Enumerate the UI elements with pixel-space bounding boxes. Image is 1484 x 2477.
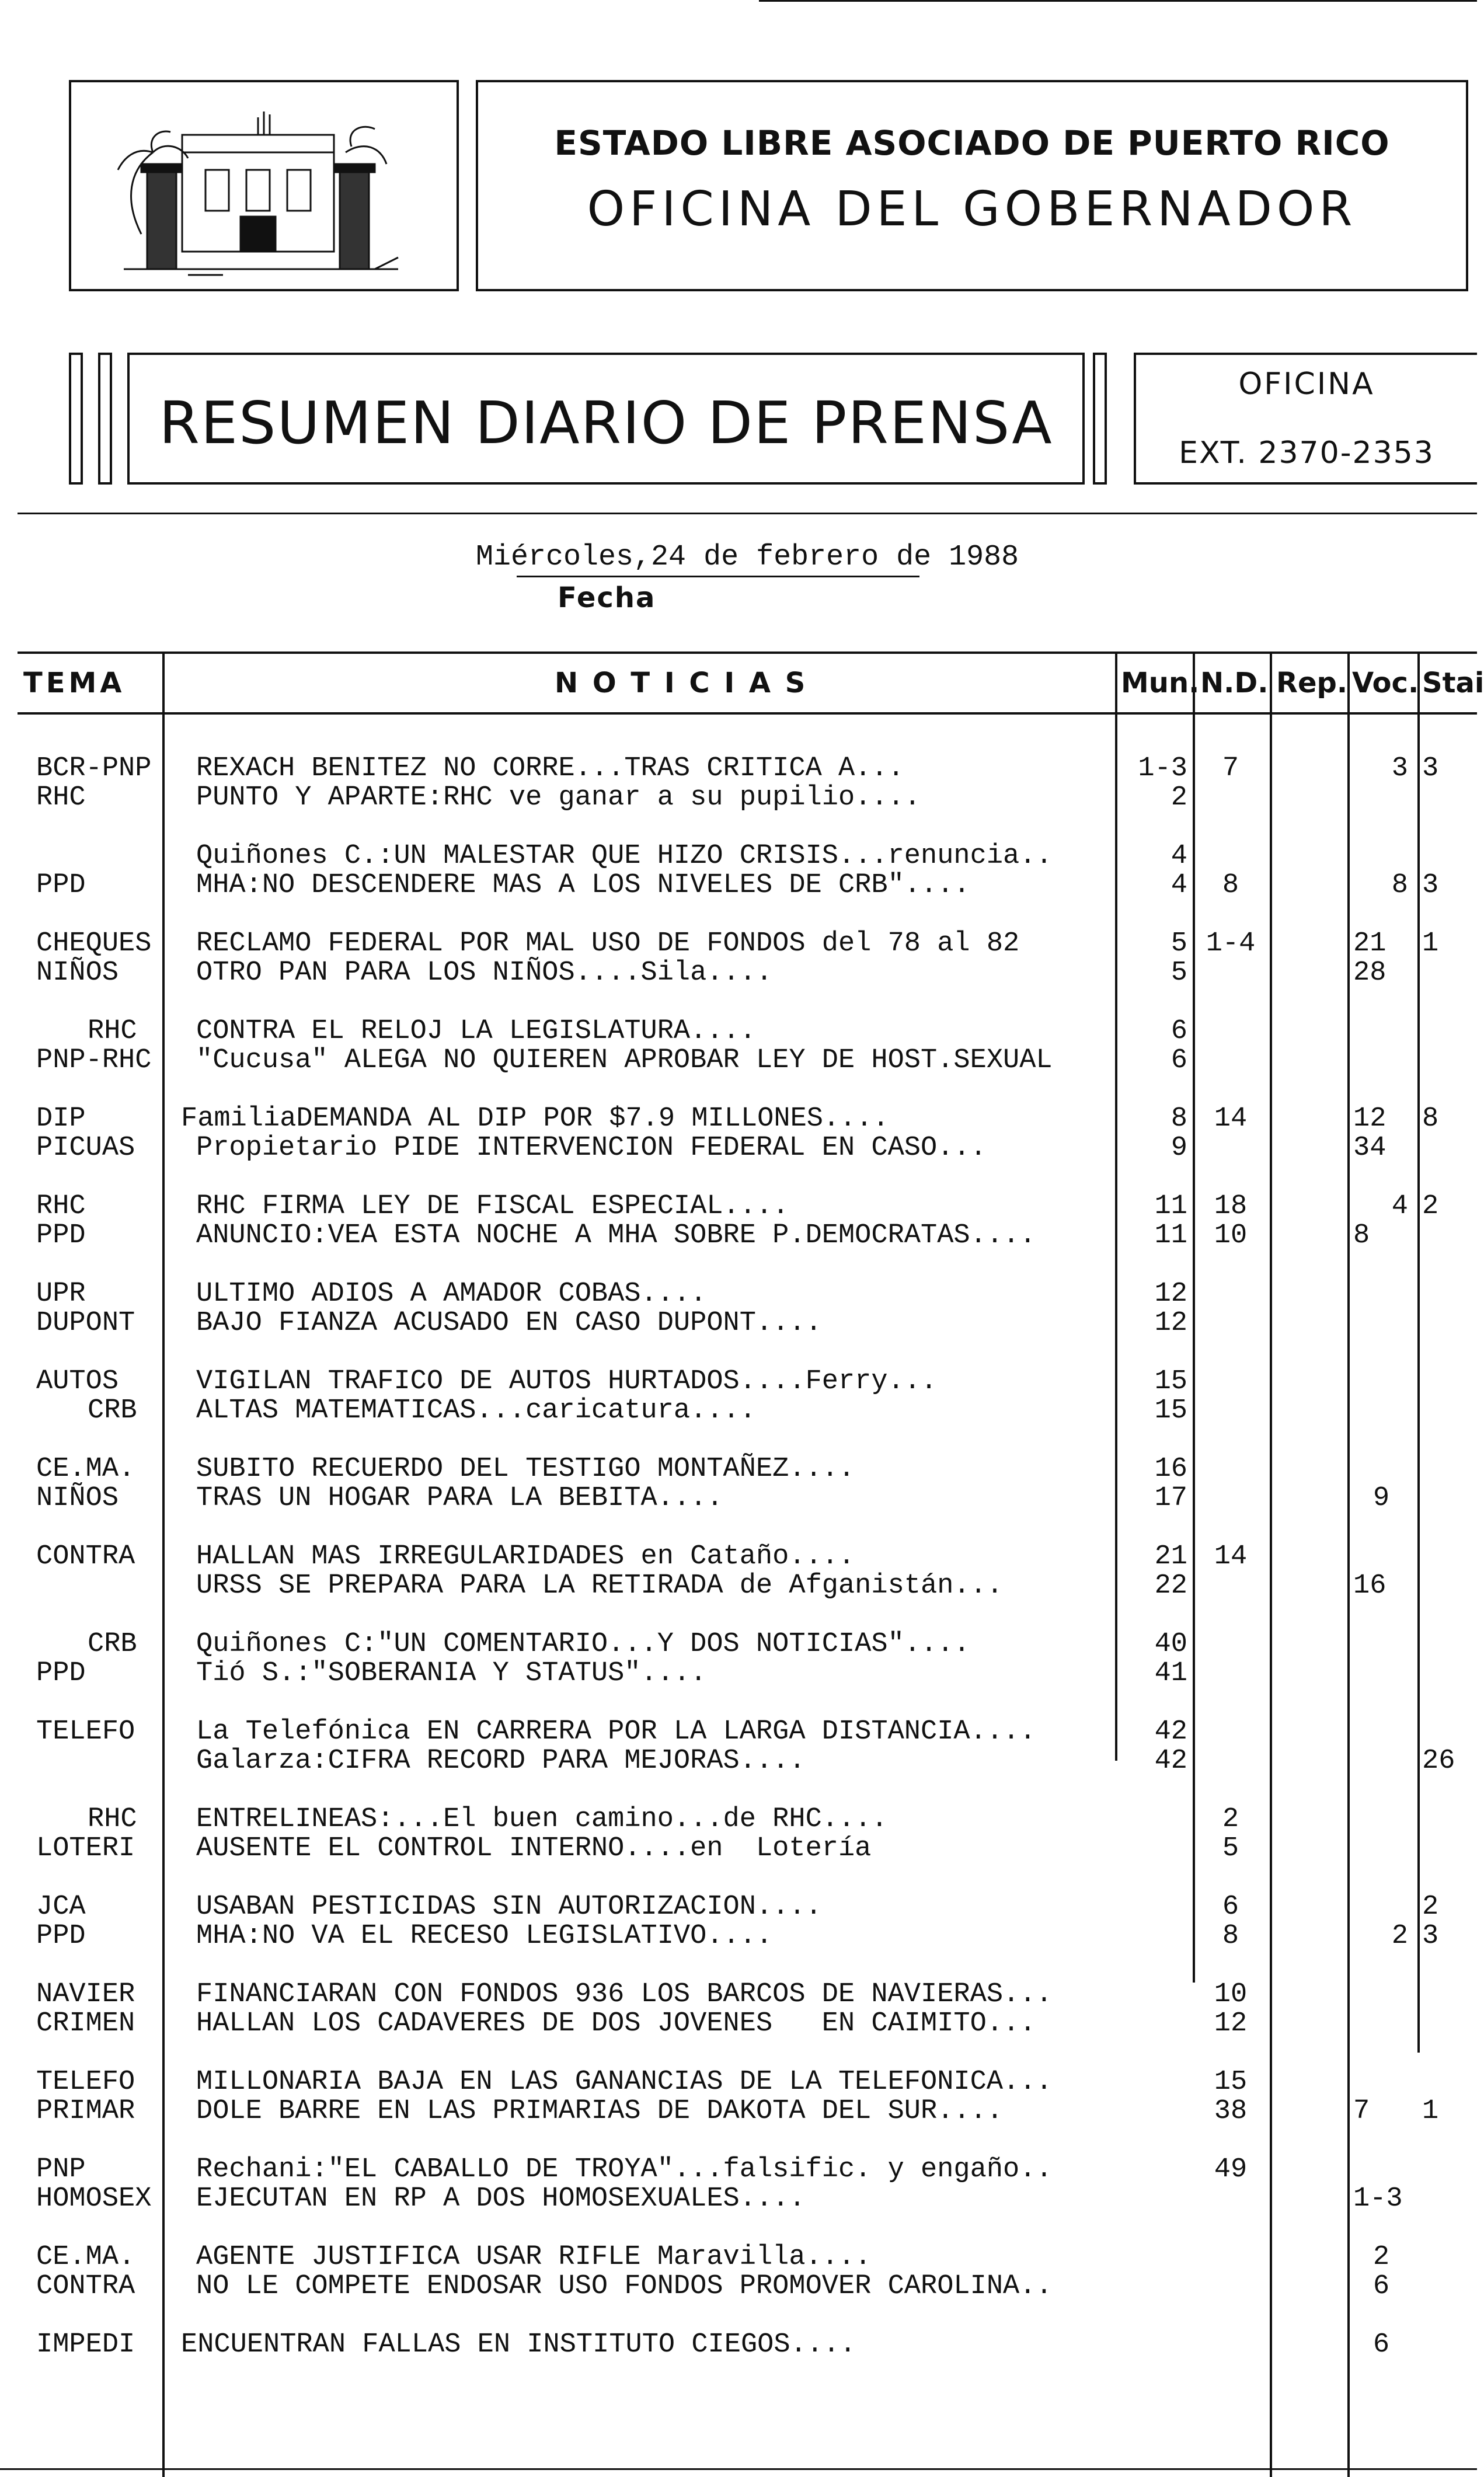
header-voc: Voc. (1352, 667, 1419, 699)
row-tema: RHC (88, 1016, 137, 1047)
row-noticia: BAJO FIANZA ACUSADO EN CASO DUPONT.... (196, 1308, 822, 1339)
row-tema: JCA (36, 1891, 86, 1922)
row-noticia: La Telefónica EN CARRERA POR LA LARGA DISTANCIA.... (196, 1716, 1036, 1747)
row-mun: 21 (1154, 1541, 1187, 1572)
row-mun: 41 (1154, 1658, 1187, 1689)
row-nd: 8 (1222, 1921, 1239, 1952)
left-bar-1 (69, 353, 83, 485)
row-nd: 7 (1222, 753, 1239, 784)
row-star: 3 (1422, 753, 1439, 784)
row-nd: 6 (1222, 1891, 1239, 1922)
row-noticia: AUSENTE EL CONTROL INTERNO....en Lotería (196, 1833, 872, 1864)
row-noticia: SUBITO RECUERDO DEL TESTIGO MONTAÑEZ.... (196, 1454, 855, 1485)
header-line2: OFICINA DEL GOBERNADOR (587, 182, 1357, 237)
col-divider-tema (162, 652, 165, 2477)
row-mun: 5 (1171, 957, 1187, 988)
row-mun: 8 (1171, 1103, 1187, 1134)
header-noticias: N O T I C I A S (555, 667, 808, 699)
row-noticia: ULTIMO ADIOS A AMADOR COBAS.... (196, 1278, 707, 1309)
row-noticia: "Cucusa" ALEGA NO QUIEREN APROBAR LEY DE HOST.SEXUAL (196, 1045, 1053, 1076)
row-mun: 17 (1154, 1483, 1187, 1514)
header-separator (18, 513, 1477, 514)
col-divider-star (1417, 652, 1420, 2053)
row-tema: PRIMAR (36, 2096, 135, 2127)
row-tema: CRIMEN (36, 2008, 135, 2039)
row-voc: 21 (1353, 928, 1387, 959)
row-mun: 9 (1171, 1133, 1187, 1163)
row-mun: 40 (1154, 1629, 1187, 1660)
row-mun: 12 (1154, 1308, 1187, 1339)
row-mun: 12 (1154, 1278, 1187, 1309)
row-tema: PPD (36, 1921, 86, 1952)
row-noticia: Quiñones C:"UN COMENTARIO...Y DOS NOTICIAS".... (196, 1629, 970, 1660)
row-mun: 22 (1154, 1570, 1187, 1601)
row-tema: DIP (36, 1103, 86, 1134)
row-mun: 1-3 (1138, 753, 1187, 784)
table-header-rule (18, 712, 1477, 715)
row-tema: NIÑOS (36, 957, 119, 988)
header-title-box (476, 80, 1468, 291)
row-mun: 6 (1171, 1045, 1187, 1076)
row-star: 3 (1422, 870, 1439, 901)
row-noticia: MILLONARIA BAJA EN LAS GANANCIAS DE LA TELEFONICA... (196, 2067, 1053, 2098)
row-star: 26 (1422, 1746, 1455, 1776)
left-bar-2 (98, 353, 112, 485)
row-voc: 1-3 (1353, 2183, 1403, 2214)
row-noticia: URSS SE PREPARA PARA LA RETIRADA de Afganistán... (196, 1570, 1004, 1601)
row-tema: CONTRA (36, 2271, 135, 2302)
row-noticia: RHC FIRMA LEY DE FISCAL ESPECIAL.... (196, 1191, 789, 1222)
row-noticia: PUNTO Y APARTE:RHC ve ganar a su pupilio.... (196, 782, 921, 813)
row-tema: LOTERI (36, 1833, 135, 1864)
row-mun: 16 (1154, 1454, 1187, 1485)
row-nd: 1-4 (1206, 928, 1256, 959)
row-tema: RHC (36, 1191, 86, 1222)
row-star: 8 (1422, 1103, 1439, 1134)
row-tema: UPR (36, 1278, 86, 1309)
oficina-extension: EXT. 2370-2353 (1179, 436, 1434, 471)
row-noticia: MHA:NO DESCENDERE MAS A LOS NIVELES DE CRB".... (196, 870, 970, 901)
row-nd: 10 (1214, 1979, 1248, 2010)
row-tema: PPD (36, 1658, 86, 1689)
row-noticia: CONTRA EL RELOJ LA LEGISLATURA.... (196, 1016, 756, 1047)
header-tema: TEMA (23, 667, 126, 699)
date-underline (517, 576, 919, 577)
row-voc: 8 (1353, 1220, 1370, 1251)
row-tema: CE.MA. (36, 1454, 135, 1485)
header-star: Stai (1422, 667, 1484, 699)
resumen-box (127, 353, 1085, 485)
row-nd: 38 (1214, 2096, 1248, 2127)
row-tema: NIÑOS (36, 1483, 119, 1514)
row-voc: 12 (1353, 1103, 1387, 1134)
row-noticia: HALLAN LOS CADAVERES DE DOS JOVENES EN CAIMITO... (196, 2008, 1036, 2039)
row-noticia: RECLAMO FEDERAL POR MAL USO DE FONDOS del 78 al 82 (196, 928, 1020, 959)
row-noticia: Rechani:"EL CABALLO DE TROYA"...falsific. y engaño.. (196, 2154, 1053, 2185)
row-noticia: FINANCIARAN CON FONDOS 936 LOS BARCOS DE NAVIERAS... (196, 1979, 1053, 2010)
oficina-label: OFICINA (1238, 367, 1375, 402)
row-tema: PPD (36, 1220, 86, 1251)
header-mun: Mun. (1121, 667, 1200, 699)
row-noticia: AGENTE JUSTIFICA USAR RIFLE Maravilla.... (196, 2242, 872, 2273)
row-voc: 16 (1353, 1570, 1387, 1601)
row-star: 2 (1422, 1191, 1439, 1222)
row-voc: 4 (1391, 1191, 1408, 1222)
header-rep: Rep. (1276, 667, 1348, 699)
row-noticia: ENCUENTRAN FALLAS EN INSTITUTO CIEGOS.... (181, 2329, 856, 2360)
header-nd: N.D. (1200, 667, 1269, 699)
row-voc: 8 (1391, 870, 1408, 901)
fortaleza-illustration-icon (71, 82, 457, 289)
row-mun: 4 (1171, 870, 1187, 901)
row-tema: CHEQUES (36, 928, 152, 959)
row-tema: CONTRA (36, 1541, 135, 1572)
row-tema: NAVIER (36, 1979, 135, 2010)
logo-box (69, 80, 459, 291)
row-mun: 15 (1154, 1366, 1187, 1397)
row-mun: 2 (1171, 782, 1187, 813)
bottom-rule (0, 2468, 1477, 2470)
row-voc: 7 (1353, 2096, 1370, 2127)
row-nd: 8 (1222, 870, 1239, 901)
row-voc: 6 (1372, 2271, 1390, 2302)
row-star: 1 (1422, 2096, 1439, 2127)
row-mun: 11 (1154, 1220, 1187, 1251)
row-noticia: DOLE BARRE EN LAS PRIMARIAS DE DAKOTA DEL SUR.... (196, 2096, 1004, 2127)
row-star: 1 (1422, 928, 1439, 959)
row-tema: RHC (36, 782, 86, 813)
header-line1: ESTADO LIBRE ASOCIADO DE PUERTO RICO (554, 123, 1390, 163)
row-noticia: REXACH BENITEZ NO CORRE...TRAS CRITICA A... (196, 753, 904, 784)
row-noticia: NO LE COMPETE ENDOSAR USO FONDOS PROMOVER CAROLINA.. (196, 2271, 1053, 2302)
row-star: 2 (1422, 1891, 1439, 1922)
date-value: Miércoles,24 de febrero de 1988 (476, 541, 1019, 574)
right-bar-1 (1093, 353, 1107, 485)
row-noticia: EJECUTAN EN RP A DOS HOMOSEXUALES.... (196, 2183, 806, 2214)
row-voc: 6 (1372, 2329, 1390, 2360)
row-voc: 34 (1353, 1133, 1387, 1163)
row-noticia: VIGILAN TRAFICO DE AUTOS HURTADOS....Ferry... (196, 1366, 938, 1397)
row-voc: 2 (1372, 2242, 1390, 2273)
row-noticia: OTRO PAN PARA LOS NIÑOS....Sila.... (196, 957, 773, 988)
row-voc: 9 (1372, 1483, 1390, 1514)
row-nd: 14 (1214, 1541, 1248, 1572)
row-tema: TELEFO (36, 1716, 135, 1747)
row-mun: 4 (1171, 841, 1187, 872)
row-noticia: ALTAS MATEMATICAS...caricatura.... (196, 1395, 756, 1426)
row-tema: PNP (36, 2154, 86, 2185)
date-label: Fecha (558, 581, 656, 614)
row-tema: PICUAS (36, 1133, 135, 1163)
row-noticia: ENTRELINEAS:...El buen camino...de RHC.... (196, 1804, 888, 1835)
resumen-title: RESUMEN DIARIO DE PRENSA (159, 389, 1053, 457)
col-divider-voc (1347, 652, 1350, 2477)
row-tema: DUPONT (36, 1308, 135, 1339)
row-nd: 18 (1214, 1191, 1248, 1222)
row-noticia: TRAS UN HOGAR PARA LA BEBITA.... (196, 1483, 723, 1514)
row-tema: HOMOSEX (36, 2183, 152, 2214)
row-nd: 14 (1214, 1103, 1248, 1134)
row-tema: AUTOS (36, 1366, 119, 1397)
row-mun: 5 (1171, 928, 1187, 959)
row-nd: 10 (1214, 1220, 1248, 1251)
row-noticia: Galarza:CIFRA RECORD PARA MEJORAS.... (196, 1746, 806, 1776)
row-mun: 15 (1154, 1395, 1187, 1426)
row-mun: 6 (1171, 1016, 1187, 1047)
table-top-rule (18, 652, 1477, 654)
row-tema: PNP-RHC (36, 1045, 152, 1076)
row-voc: 3 (1391, 753, 1408, 784)
row-nd: 2 (1222, 1804, 1239, 1835)
row-noticia: Quiñones C.:UN MALESTAR QUE HIZO CRISIS...renuncia.. (196, 841, 1053, 872)
row-noticia: HALLAN MAS IRREGULARIDADES en Cataño.... (196, 1541, 855, 1572)
col-divider-nd (1193, 652, 1195, 1983)
row-noticia: ANUNCIO:VEA ESTA NOCHE A MHA SOBRE P.DEMOCRATAS.... (196, 1220, 1036, 1251)
row-mun: 11 (1154, 1191, 1187, 1222)
row-voc: 2 (1391, 1921, 1408, 1952)
row-mun: 42 (1154, 1746, 1187, 1776)
row-tema: BCR-PNP (36, 753, 152, 784)
row-tema: RHC (88, 1804, 137, 1835)
row-tema: IMPEDI (36, 2329, 135, 2360)
row-noticia: USABAN PESTICIDAS SIN AUTORIZACION.... (196, 1891, 822, 1922)
row-tema: TELEFO (36, 2067, 135, 2098)
col-divider-rep (1270, 652, 1272, 2477)
row-mun: 42 (1154, 1716, 1187, 1747)
oficina-box (1134, 353, 1477, 485)
row-noticia: FamiliaDEMANDA AL DIP POR $7.9 MILLONES.... (181, 1103, 889, 1134)
row-tema: CE.MA. (36, 2242, 135, 2273)
row-nd: 15 (1214, 2067, 1248, 2098)
row-nd: 12 (1214, 2008, 1248, 2039)
top-rule (759, 0, 1477, 2)
row-tema: PPD (36, 870, 86, 901)
row-tema: CRB (88, 1629, 137, 1660)
row-noticia: Tió S.:"SOBERANIA Y STATUS".... (196, 1658, 707, 1689)
row-star: 3 (1422, 1921, 1439, 1952)
row-noticia: MHA:NO VA EL RECESO LEGISLATIVO.... (196, 1921, 773, 1952)
row-tema: CRB (88, 1395, 137, 1426)
row-nd: 49 (1214, 2154, 1248, 2185)
row-noticia: Propietario PIDE INTERVENCION FEDERAL EN CASO... (196, 1133, 987, 1163)
row-voc: 28 (1353, 957, 1387, 988)
row-nd: 5 (1222, 1833, 1239, 1864)
